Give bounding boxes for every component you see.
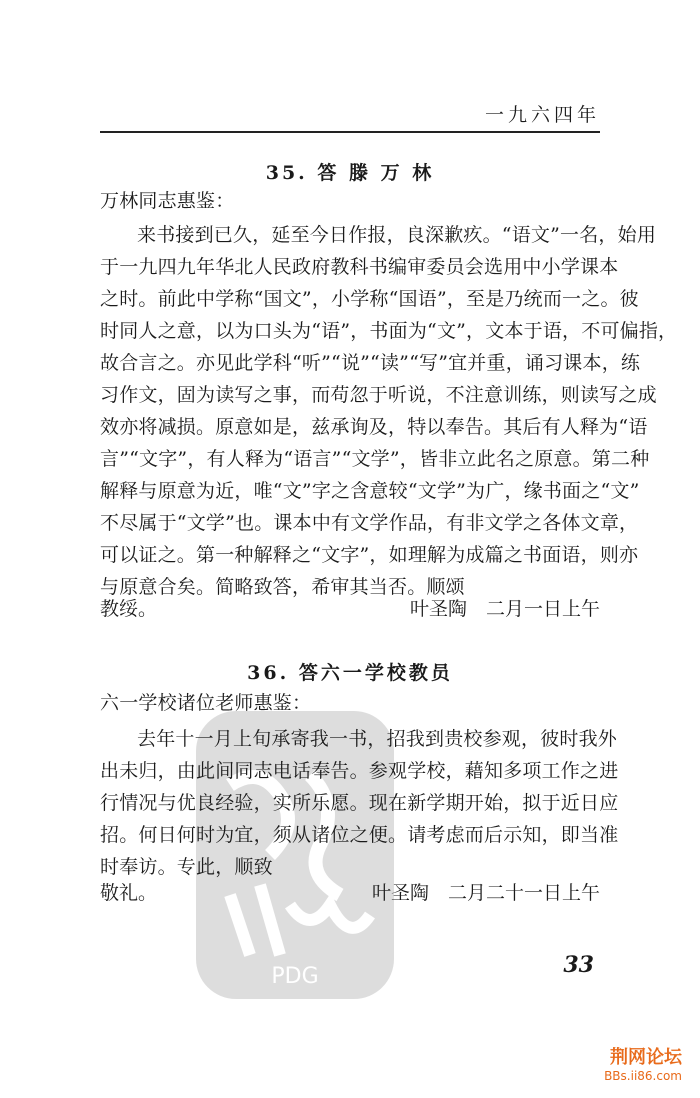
letter-36-line: 招。何日何时为宜，须从诸位之便。请考虑而后示知，即当准: [100, 824, 619, 846]
letter-36-line: 出未归，由此间同志电话奉告。参观学校，藉知多项工作之进: [100, 760, 619, 782]
watermark-title: 荆网论坛: [610, 1047, 682, 1068]
letter-36-salutation: 六一学校诸位老师惠鉴：: [100, 692, 312, 714]
letter-35-line: 可以证之。第一种解释之“文字”，如理解为成篇之书面语，则亦: [100, 544, 639, 566]
letter-35-line: 时同人之意，以为口头为“语”，书面为“文”，文本于语，不可偏指，: [100, 320, 678, 342]
letter-36-signoff: [100, 876, 600, 910]
letter-35-line: 言”“文字”，有人释为“语言”“文学”，皆非立此名之原意。第二种: [100, 448, 650, 470]
letter-35-line: 与原意合矣。简略致答，希审其当否。顺颂: [100, 576, 465, 598]
letter-35-line: 不尽属于“文学”也。课本中有文学作品，有非文学之各体文章，: [100, 512, 639, 534]
letter-36-line: 行情况与优良经验，实所乐愿。现在新学期开始，拟于近日应: [100, 792, 619, 814]
letter-36-line: 时奉访。专此，顺致: [100, 856, 273, 878]
header-rule: [100, 131, 600, 133]
letter-35-salutation: 万林同志惠鉴：: [100, 190, 235, 212]
letter-35-line: 习作文，固为读写之事，而苟忽于听说，不注意训练，则读写之成: [100, 384, 657, 406]
letter-36-heading: 36. 答六一学校教员: [247, 662, 453, 684]
letter-35-signature: 叶圣陶 二月一日上午: [409, 598, 600, 620]
running-header: 一九六四年: [484, 104, 600, 126]
letter-35-line: 来书接到已久，延至今日作报，良深歉疚。“语文”一名，始用: [137, 224, 657, 246]
letter-35-line: 之时。前此中学称“国文”，小学称“国语”，至是乃统而一之。彼: [100, 288, 639, 310]
letter-35-closing: 教绥。: [100, 598, 158, 620]
forum-watermark: [604, 1048, 682, 1084]
letter-35-signoff: [100, 592, 600, 626]
letter-35-line: 解释与原意为近，唯“文”字之含意较“文学”为广，缘书面之“文”: [100, 480, 640, 502]
seal-stamp-text: PDG: [271, 964, 319, 989]
letter-36-closing: 敬礼。: [100, 882, 158, 904]
watermark-url: BBs.ii86.com: [604, 1069, 682, 1083]
letter-35-line: 于一九四九年华北人民政府教科书编审委员会选用中小学课本: [100, 256, 619, 278]
letter-35-line: 效亦将减损。原意如是，兹承询及，特以奉告。其后有人释为“语: [100, 416, 648, 438]
letter-36-signature: 叶圣陶 二月二十一日上午: [371, 882, 600, 904]
page-number: 33: [563, 952, 594, 978]
letter-35-heading: 35. 答 滕 万 林: [265, 162, 435, 184]
letter-36-line: 去年十一月上旬承寄我一书，招我到贵校参观，彼时我外: [137, 728, 618, 750]
letter-35-line: 故合言之。亦见此学科“听”“说”“读”“写”宜并重，诵习课本，练: [100, 352, 641, 374]
